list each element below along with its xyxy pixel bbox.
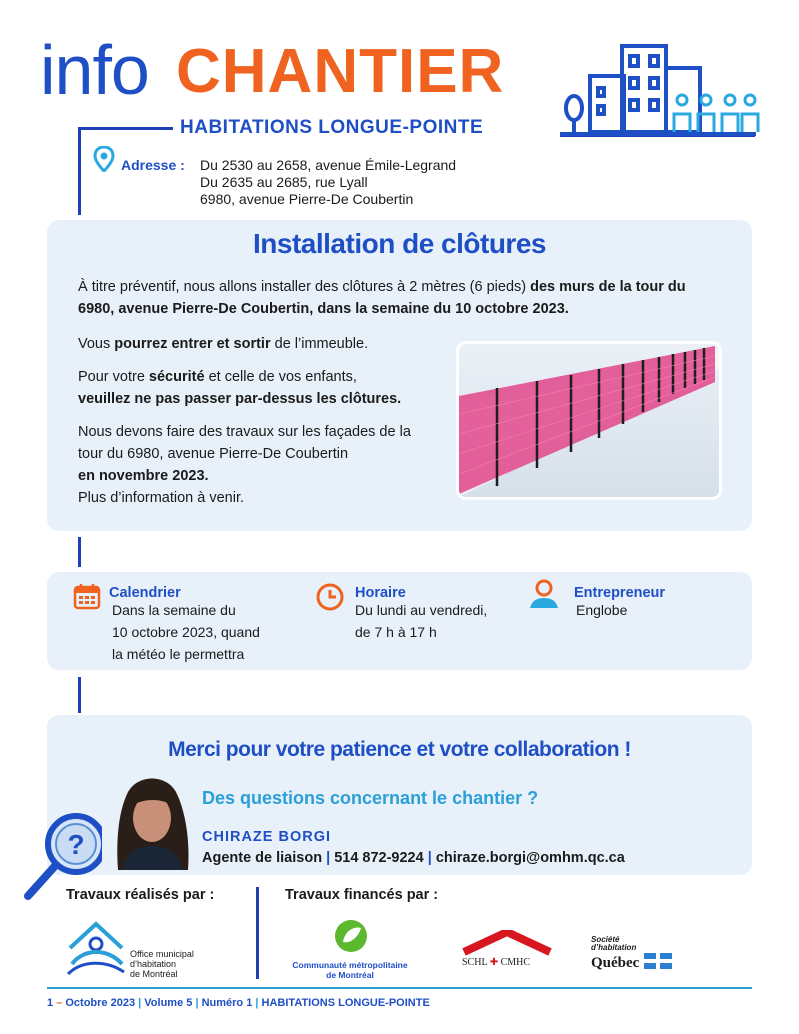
fence-photo: [456, 341, 722, 500]
section-title: Installation de clôtures: [253, 228, 546, 259]
hours-text-2: de 7 h à 17 h: [355, 624, 437, 640]
contact-name: CHIRAZE BORGI: [202, 829, 331, 845]
footer-date: Octobre 2023: [65, 997, 136, 1009]
contact-phone[interactable]: 514 872-9224: [334, 850, 424, 866]
project-name: HABITATIONS LONGUE-POINTE: [180, 117, 484, 138]
calendar-icon: [73, 582, 101, 610]
cmm-text: Communauté métropolitaine de Montréal: [292, 960, 408, 980]
contact-portrait: [108, 772, 196, 870]
hours-text-1: Du lundi au vendredi,: [355, 602, 488, 618]
contact-role: Agente de liaison: [202, 850, 323, 866]
address-line-2: Du 2635 au 2685, rue Lyall: [200, 174, 368, 190]
footer-volume: Volume 5: [144, 997, 193, 1009]
funded-by-label: Travaux financés par :: [285, 887, 439, 903]
footer-rule: [47, 987, 752, 989]
contractor-text: Englobe: [576, 602, 628, 618]
footer-issue-num: 1: [47, 997, 54, 1009]
contact-email[interactable]: chiraze.borgi@omhm.qc.ca: [435, 850, 625, 866]
question-heading: Des questions concernant le chantier ?: [202, 788, 539, 808]
partners-divider: [256, 887, 259, 979]
buildings-illustration: [560, 38, 760, 138]
svg-text:?: ?: [67, 829, 85, 860]
location-pin-icon: [93, 146, 115, 172]
header-rule: [78, 127, 173, 130]
thanks-heading: Merci pour votre patience et votre collaboration !: [168, 738, 631, 761]
footer-project: HABITATIONS LONGUE-POINTE: [261, 997, 430, 1009]
paragraph-intro: À titre préventif, nous allons installer des clôtures à 2 mètres (6 pieds) des murs de la tour du 6980, avenue Pierre-De Coubertin, dans la semaine du 10 octobre 2023.: [78, 279, 686, 317]
schl-text: SCHL ✚ CMHC: [462, 957, 531, 968]
calendar-text-3: la météo le permettra: [112, 646, 245, 662]
logo-info: info: [40, 31, 149, 109]
cmm-logo: [333, 918, 369, 954]
footer-text: 1 – Octobre 2023 | Volume 5 | Numéro 1 | HABITATIONS LONGUE-POINTE: [47, 997, 430, 1009]
logo-chantier: CHANTIER: [176, 37, 505, 106]
quebec-flag-icon: [644, 953, 672, 969]
calendar-text-1: Dans la semaine du: [112, 602, 236, 618]
address-line-3: 6980, avenue Pierre-De Coubertin: [200, 191, 414, 207]
done-by-label: Travaux réalisés par :: [66, 887, 215, 903]
footer-number: Numéro 1: [201, 997, 253, 1009]
contractor-title: Entrepreneur: [574, 585, 666, 601]
paragraph-safety: Pour votre sécurité et celle de vos enfants, veuillez ne pas passer par-dessus les clôtures.: [78, 369, 402, 407]
shq-logo: Société d’habitation Québec: [591, 936, 672, 972]
masthead: [40, 30, 600, 120]
person-icon: [528, 578, 560, 610]
omhm-logo: [66, 918, 126, 978]
omhm-text: Office municipal d’habitation de Montréal: [130, 949, 194, 979]
hours-title: Horaire: [355, 585, 406, 601]
connector-rule-2: [78, 677, 81, 713]
connector-rule-1: [78, 537, 81, 567]
paragraph-works: Nous devons faire des travaux sur les façades de la tour du 6980, avenue Pierre-De Coubertin en novembre 2023. Plus d’information à venir.: [78, 424, 411, 506]
calendar-text-2: 10 octobre 2023, quand: [112, 624, 260, 640]
header-vertical-rule: [78, 127, 81, 215]
calendar-title: Calendrier: [109, 585, 181, 601]
address-line-1: Du 2530 au 2658, avenue Émile-Legrand: [200, 157, 457, 173]
clock-icon: [315, 582, 345, 612]
contact-details: Agente de liaison | 514 872-9224 | chiraze.borgi@omhm.qc.ca: [202, 850, 625, 866]
address-label: Adresse :: [121, 157, 185, 173]
paragraph-access: Vous pourrez entrer et sortir de l’immeuble.: [78, 336, 369, 352]
